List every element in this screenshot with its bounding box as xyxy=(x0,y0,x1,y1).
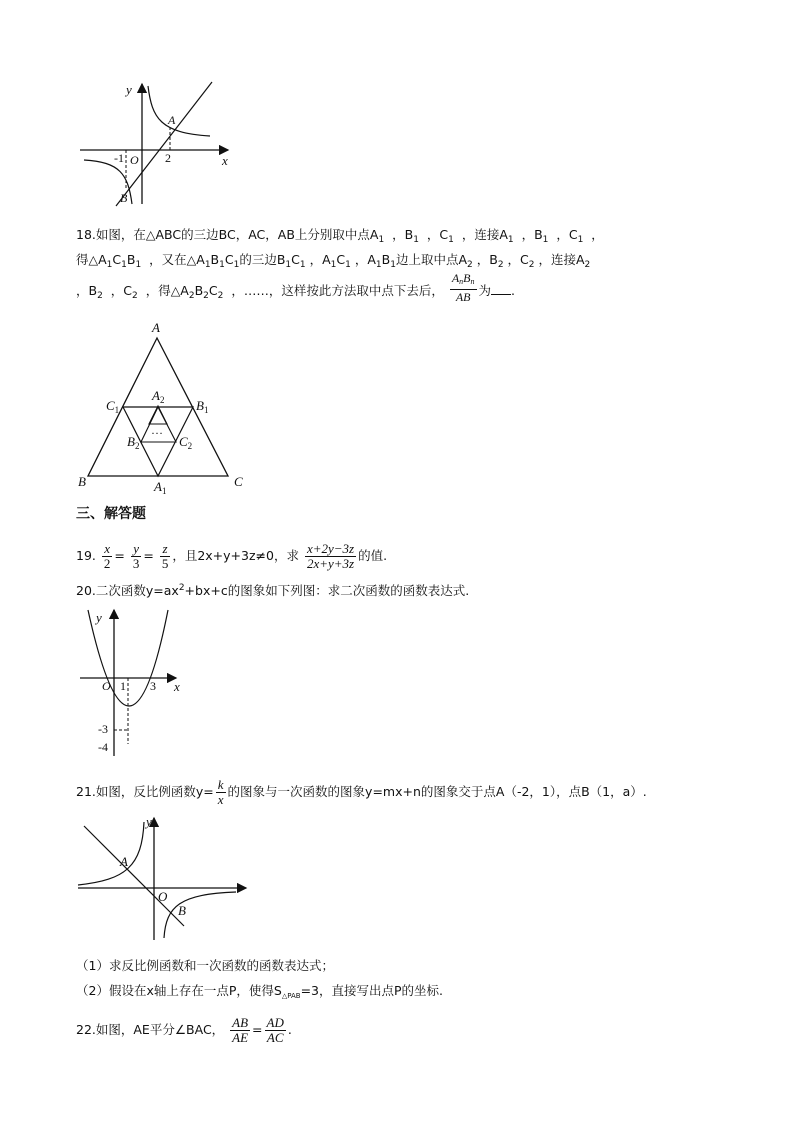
figure-nested-triangles xyxy=(76,316,252,496)
figure-inverse-line xyxy=(76,814,252,944)
label-A: A xyxy=(168,113,176,127)
label-O: O xyxy=(130,153,139,167)
inverse-branch-q1 xyxy=(148,86,210,136)
label-2: 2 xyxy=(165,151,171,165)
label-A2: $A_2$ xyxy=(152,388,165,405)
label-O: O xyxy=(158,889,168,904)
linear-graph xyxy=(84,826,184,926)
answer-blank xyxy=(491,282,511,295)
label-B: B xyxy=(120,191,128,205)
q20: 20.二次函数$y=ax^2+bx+c$的图象如下列图：求二次函数的函数表达式. xyxy=(76,583,470,598)
section-heading: 三、解答题 xyxy=(76,506,146,522)
q22: 22.如图，AE平分∠BAC， $\frac{AB}{AE}$ = $\frac{AD}{AC}$ . xyxy=(76,1015,292,1045)
label-3: 3 xyxy=(150,679,156,693)
label-C2: $C_2$ xyxy=(179,434,193,451)
label-B: B xyxy=(78,474,86,489)
q21: 21.如图，反比例函数y= $\frac{k}{x}$ 的图象与一次函数的图象y=mx+n的图象交于点A（-2，1），点B（1，a）. xyxy=(76,777,647,807)
label-neg3: -3 xyxy=(98,722,108,736)
q18-line2: 得$\triangle A_1C_1B_1$ ，又在$\triangle A_1B_1C_1$的三边$B_1C_1$ ，$A_1C_1$ ，$A_1B_1$边上取中点$A_2$ ，$B_2$ ，$C_2$ ，连接$A_2$ xyxy=(76,252,591,270)
label-x: x xyxy=(174,679,180,694)
label-B: B xyxy=(178,903,186,918)
label-A: A xyxy=(152,320,160,335)
triangle-inner xyxy=(149,406,167,424)
label-y: y xyxy=(96,610,102,625)
label-C: C xyxy=(234,474,243,489)
label-y: y xyxy=(146,814,152,829)
linear-graph xyxy=(116,82,212,206)
inverse-branch-q4 xyxy=(164,892,236,938)
figure-inverse-linear xyxy=(76,78,236,210)
q18-line3: ，$B_2$ ，$C_2$ ，得$\triangle A_2B_2C_2$ ，……，这样按此方法取中点下去后， $\frac{\text{AnBn}}{AB}$ 为 . xyxy=(76,271,516,304)
q21-part1: （1）求反比例函数和一次函数的函数表达式； xyxy=(76,958,334,973)
label-B1: $B_1$ xyxy=(196,398,209,415)
figure-parabola xyxy=(76,604,196,760)
label-A1: $A_1$ xyxy=(154,479,167,496)
label-neg1: -1 xyxy=(114,151,124,165)
label-O: O xyxy=(102,679,111,693)
label-dots: … xyxy=(151,423,163,437)
q19: 19. $\frac{x}{2}$ = $\frac{y}{3}$ = $\frac{z}{5}$ ，且2x+y+3z≠0，求 $\frac{x+2y-3z}{2x+y+3z}$ 的值. xyxy=(76,541,388,571)
label-C1: $C_1$ xyxy=(106,398,120,415)
q18-fraction: $\frac{\text{AnBn}}{AB}$ xyxy=(451,271,475,304)
label-A: A xyxy=(120,854,128,869)
label-y: y xyxy=(126,82,132,97)
q21-part2: （2）假设在x轴上存在一点P，使得$S_{\triangle PAB}=3$，直接写出点P的坐标. xyxy=(76,983,444,1000)
q18-line1: 18.如图，在△ABC的三边BC，AC，AB上分别取中点$A_1$ ，$B_1$ ，$C_1$ ，连接$A_1$ ，$B_1$ ，$C_1$ ， xyxy=(76,227,604,245)
label-x: x xyxy=(222,153,228,168)
label-neg4: -4 xyxy=(98,740,108,754)
label-1: 1 xyxy=(120,679,126,693)
label-B2: $B_2$ xyxy=(127,434,140,451)
